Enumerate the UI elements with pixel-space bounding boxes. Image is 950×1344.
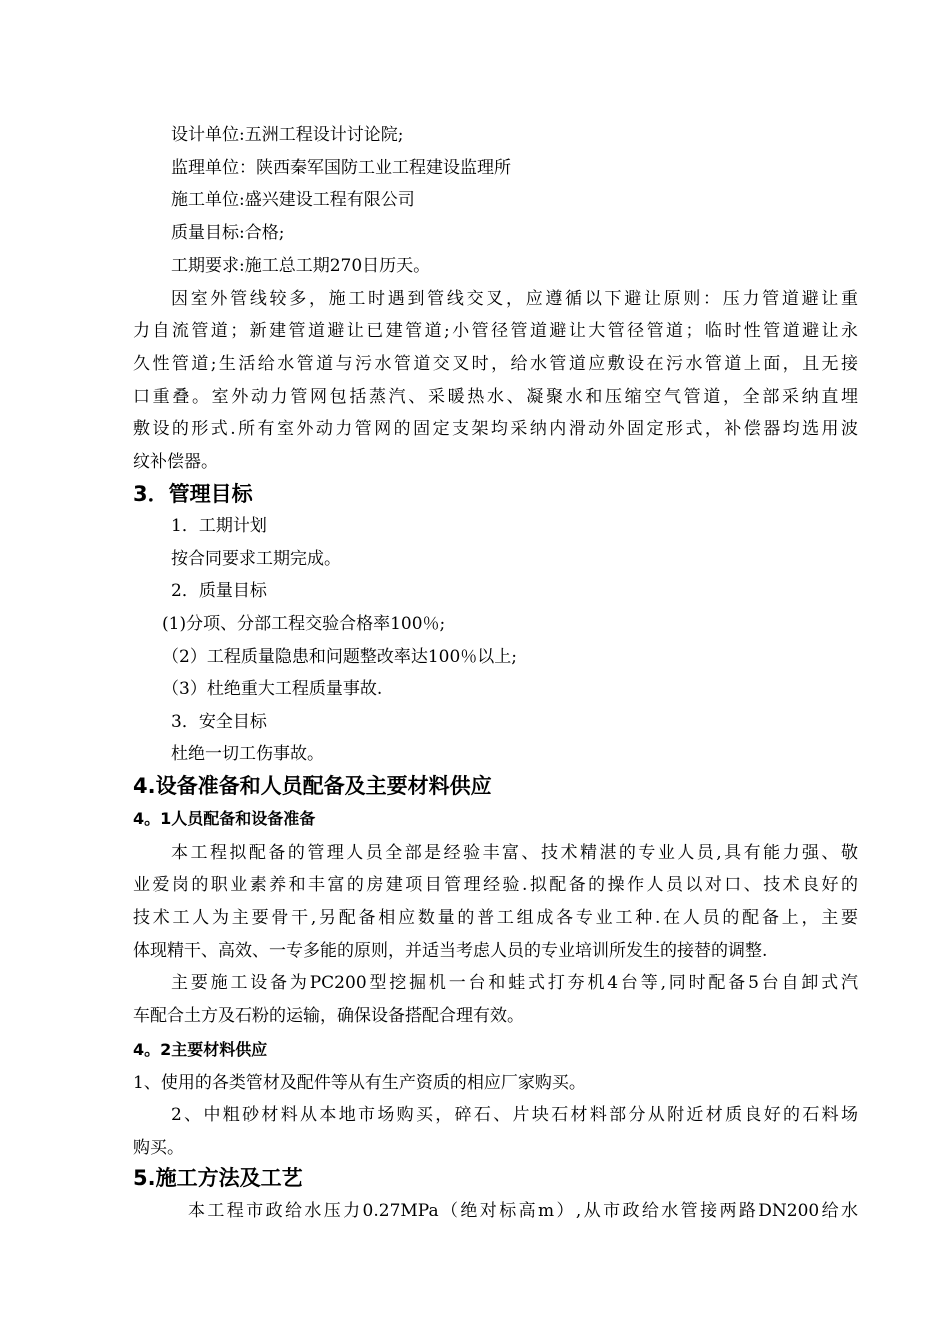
section-5-heading: 5.施工方法及工艺	[133, 1166, 303, 1190]
personnel-paragraph-line: 体现精干、高效、一专多能的原则，并适当考虑人员的专业培训所发生的接替的调整.	[133, 941, 768, 961]
quality-target-line: 质量目标:合格;	[171, 223, 285, 243]
pipe-paragraph-line: 因室外管线较多，施工时遇到管线交叉，应遵循以下避让原则：压力管道避让重	[171, 289, 858, 309]
construction-unit-line: 施工单位:盛兴建设工程有限公司	[171, 190, 415, 210]
goal-item-schedule: 1．工期计划	[171, 516, 267, 536]
supervision-unit-line: 监理单位：陕西秦军国防工业工程建设监理所	[171, 158, 511, 178]
personnel-paragraph-line: 业爱岗的职业素养和丰富的房建项目管理经验.拟配备的操作人员以对口、技术良好的	[133, 875, 858, 895]
pipe-paragraph-line: 敷设的形式.所有室外动力管网的固定支架均采纳内滑动外固定形式，补偿器均选用波	[133, 419, 858, 439]
section-4-1-heading: 4。1人员配备和设备准备	[133, 809, 316, 828]
section-3-heading: 3．管理目标	[133, 482, 253, 506]
pipe-paragraph-line: 力自流管道；新建管道避让已建管道;小管径管道避让大管径管道；临时性管道避让永	[133, 321, 858, 341]
pipe-paragraph-line: 久性管道;生活给水管道与污水管道交叉时，给水管道应敷设在污水管道上面，且无接	[133, 354, 858, 374]
design-unit-line: 设计单位:五洲工程设计讨论院;	[171, 125, 404, 145]
quality-sub-item: （3）杜绝重大工程质量事故.	[162, 679, 383, 699]
material-item-1: 1、使用的各类管材及配件等从有生产资质的相应厂家购买。	[133, 1073, 586, 1093]
quality-sub-item: （2）工程质量隐患和问题整改率达100％以上;	[162, 647, 517, 667]
section-5-text: 本工程市政给水压力0.27MPa（绝对标高m）,从市政给水管接两路DN200给水	[188, 1201, 858, 1221]
equipment-paragraph-line: 主要施工设备为PC200型挖掘机一台和蛙式打夯机4台等,同时配备5台自卸式汽	[171, 973, 858, 993]
material-item-2-line: 购买。	[133, 1138, 184, 1158]
quality-sub-item: (1)分项、分部工程交验合格率100％;	[162, 614, 446, 634]
goal-text-schedule: 按合同要求工期完成。	[171, 549, 341, 569]
equipment-paragraph-line: 车配合土方及石粉的运输，确保设备搭配合理有效。	[133, 1006, 524, 1026]
pipe-paragraph-line: 纹补偿器。	[133, 452, 218, 472]
pipe-paragraph-line: 口重叠。室外动力管网包括蒸汽、采暖热水、凝聚水和压缩空气管道，全部采纳直埋	[133, 387, 858, 407]
personnel-paragraph-line: 技术工人为主要骨干,另配备相应数量的普工组成各专业工种.在人员的配备上，主要	[133, 908, 858, 928]
goal-item-safety: 3．安全目标	[171, 712, 267, 732]
goal-text-safety: 杜绝一切工伤事故。	[171, 744, 324, 764]
section-4-heading: 4.设备准备和人员配备及主要材料供应	[133, 774, 492, 798]
section-4-2-heading: 4。2主要材料供应	[133, 1040, 268, 1059]
material-item-2-line: 2、中粗砂材料从本地市场购买，碎石、片块石材料部分从附近材质良好的石料场	[171, 1105, 858, 1125]
personnel-paragraph-line: 本工程拟配备的管理人员全部是经验丰富、技术精湛的专业人员,具有能力强、敬	[171, 843, 858, 863]
goal-item-quality: 2．质量目标	[171, 581, 267, 601]
schedule-line: 工期要求:施工总工期270日历天。	[171, 256, 431, 276]
